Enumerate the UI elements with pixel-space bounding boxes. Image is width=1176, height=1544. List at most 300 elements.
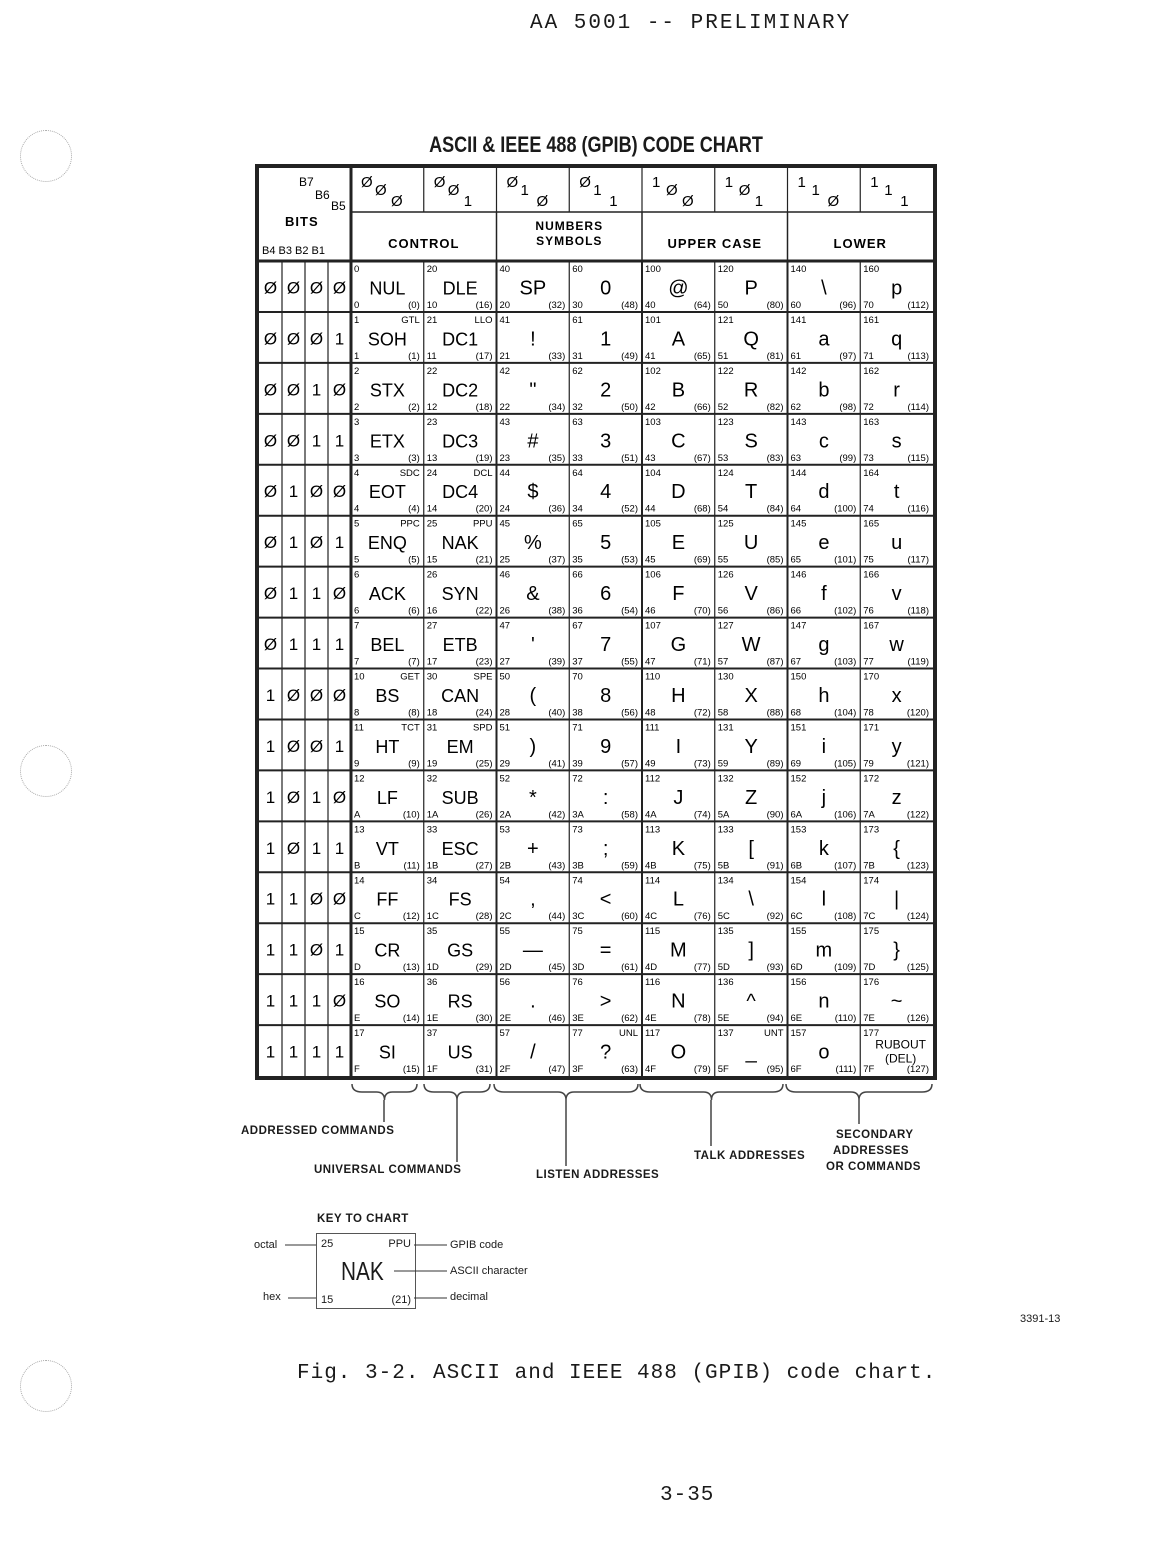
cell-hex: 4E [645,1013,657,1025]
cell-decimal: (89) [766,758,784,770]
row-bits-label: B4 B3 B2 B1 [262,245,325,257]
cell-decimal: (62) [621,1013,638,1025]
cell-hex: 71 [863,350,874,362]
row-bit: 1 [288,584,299,604]
cell-octal: 151 [790,722,807,734]
cell-character: NAK [441,533,479,554]
cell-character: # [527,430,539,453]
cell-hex: 43 [645,452,656,464]
cell-character: k [818,837,829,860]
cell-character: { [893,837,900,860]
cell-hex: 7E [863,1013,875,1025]
cell-character: d [818,481,830,504]
cell-character: g [818,634,830,657]
col-bit-b6: Ø [375,182,387,199]
cell-decimal: (124) [906,911,929,923]
cell-decimal: (96) [839,299,857,311]
key-title: KEY TO CHART [317,1213,409,1225]
cell-decimal: (72) [693,707,711,719]
row-bit: 1 [311,431,322,451]
cell-octal: 66 [572,569,583,581]
cell-hex: 14 [426,503,438,515]
group-header-numbers-line2: SYMBOLS [536,234,603,248]
cell-hex: 68 [790,707,802,719]
cell-character: 2 [600,379,612,402]
row-bit: 1 [288,889,299,909]
cell-decimal: (117) [907,554,929,566]
cell-octal: 5 [354,518,360,530]
row-bit: Ø [263,533,278,553]
cell-decimal: (21) [475,554,493,566]
cell-decimal: (51) [621,452,638,464]
row-bit: 1 [334,1042,345,1062]
cell-octal: 15 [354,926,365,938]
cell-hex: 28 [499,707,511,719]
cell-octal: 152 [790,773,807,785]
cell-decimal: (49) [621,350,638,362]
cell-octal: 167 [863,620,880,632]
cell-hex: 47 [645,656,656,668]
row-bit: 1 [265,787,276,807]
cell-hex: 5C [717,911,730,923]
row-bit: 1 [265,1042,276,1062]
cell-decimal: (88) [766,707,784,719]
row-bit: 1 [311,1042,322,1062]
cell-octal: 74 [572,875,583,887]
cell-character: \ [821,277,827,300]
figure-caption: Fig. 3-2. ASCII and IEEE 488 (GPIB) code chart. [297,1362,937,1385]
cell-decimal: (71) [693,656,711,668]
cell-decimal: (94) [766,1013,784,1025]
cell-octal: 14 [354,875,365,887]
cell-octal: 62 [572,365,583,377]
cell-decimal: (113) [907,350,929,362]
cell-character: y [891,735,902,758]
cell-octal: 133 [717,824,734,836]
cell-octal: 40 [499,264,511,275]
col-bit-b5: 1 [900,193,909,210]
cell-octal: 157 [790,1028,807,1040]
cell-hex: 50 [717,299,729,311]
cell-decimal: (38) [548,605,566,617]
cell-octal: 161 [863,314,880,326]
cell-octal: 144 [790,467,807,479]
cell-decimal: (122) [906,809,929,821]
cell-character: X [744,684,758,707]
cell-hex: 2C [499,911,512,923]
cell-octal: 126 [717,569,734,581]
cell-decimal: (20) [475,503,493,515]
cell-decimal: (91) [766,860,784,872]
cell-decimal: (28) [475,911,493,923]
cell-character: DLE [442,278,478,299]
cell-octal: 11 [354,722,364,734]
cell-hex: 15 [426,554,438,566]
cell-decimal: (44) [548,911,566,923]
row-bit: Ø [263,584,278,604]
col-bit-b7: Ø [579,174,591,191]
cell-decimal: (40) [548,707,566,719]
key-gpib: PPU [388,1238,411,1250]
cell-character: A [671,328,686,351]
cell-character: } [893,939,900,962]
cell-octal: 125 [717,518,734,530]
cell-hex: 57 [717,656,729,668]
cell-hex: 1E [426,1013,439,1025]
cell-decimal: (43) [548,860,566,872]
cell-character: SP [519,277,547,300]
cell-hex: 18 [426,707,438,719]
cell-hex: 66 [790,605,802,617]
cell-hex: 6A [790,809,803,821]
row-bit: Ø [332,584,347,604]
cell-octal: 35 [426,926,438,938]
cell-octal: 63 [572,416,583,428]
cell-hex: 0 [354,299,360,311]
cell-hex: 36 [572,605,583,617]
cell-character: VT [375,838,399,859]
cell-octal: 33 [426,824,438,836]
cell-octal: 64 [572,467,583,479]
row-bit: 1 [311,991,322,1011]
cell-hex: E [354,1013,361,1025]
cell-character: LF [376,787,398,808]
cell-character: ACK [368,584,406,605]
col-bit-b5: Ø [682,193,694,210]
cell-octal: 111 [645,722,660,734]
cell-hex: 6F [790,1064,802,1075]
cell-hex: 5F [717,1064,729,1075]
cell-hex: 5E [717,1013,730,1025]
cell-character: p [891,277,903,300]
cell-octal: 121 [717,314,734,326]
code-chart [255,164,937,1080]
cell-octal: 131 [717,722,734,734]
cell-character: DC3 [442,431,479,452]
cell-octal: 30 [426,671,438,683]
cell-octal: 37 [426,1028,438,1040]
cell-hex: 1C [426,911,439,923]
cell-hex: 19 [426,758,438,770]
cell-character: * [528,786,537,809]
cell-hex: 2D [499,962,512,974]
cell-decimal: (90) [766,809,784,821]
cell-decimal: (101) [834,554,857,566]
cell-decimal: (25) [475,758,493,770]
row-bit: 1 [334,329,345,349]
cell-decimal: (14) [402,1013,420,1025]
cell-hex: 7C [863,911,876,923]
row-bit: 1 [334,838,345,858]
cell-hex: 59 [717,758,729,770]
cell-hex: 7A [863,809,875,821]
cell-hex: 8 [354,707,360,719]
cell-character: ESC [441,838,479,859]
row-bit: 1 [311,584,322,604]
cell-decimal: (60) [621,911,638,923]
cell-octal: 103 [645,416,661,428]
cell-hex: 27 [499,656,511,668]
cell-decimal: (42) [548,809,566,821]
row-bit: 1 [288,1042,299,1062]
cell-hex: 2 [354,401,360,413]
cell-hex: 7B [863,860,875,872]
cell-decimal: (1) [408,350,420,362]
cell-character: Y [744,735,758,758]
row-bit: Ø [263,482,278,502]
cell-decimal: (2) [408,401,420,413]
cell-octal: 154 [790,875,807,887]
cell-octal: 115 [645,926,661,938]
cell-decimal: (33) [548,350,566,362]
cell-octal: 55 [499,926,511,938]
cell-hex: 7 [354,656,360,668]
cell-character: BEL [370,635,405,656]
cell-decimal: (36) [548,503,566,515]
cell-character: o [818,1041,830,1064]
cell-octal: 42 [499,365,511,377]
cell-character: BS [375,685,400,706]
cell-decimal: (64) [693,299,711,311]
cell-hex: C [354,911,361,923]
cell-decimal: (37) [548,554,566,566]
cell-character: + [527,837,539,860]
cell-character-line2: (DEL) [884,1051,917,1066]
cell-hex: 4 [354,503,360,515]
cell-decimal: (3) [408,452,420,464]
cell-character: SOH [367,329,407,350]
cell-octal: 141 [790,314,807,326]
cell-character: 5 [600,532,612,555]
cell-decimal: (7) [408,656,420,668]
cell-character: P [744,277,758,300]
cell-hex: 46 [645,605,656,617]
cell-decimal: (80) [766,299,784,311]
cell-octal: 54 [499,875,511,887]
row-bit: Ø [263,329,278,349]
cell-character: E [671,532,686,555]
row-bit: Ø [263,278,278,298]
cell-decimal: (70) [693,605,711,617]
key-dec: (21) [391,1294,411,1306]
cell-character: [ [748,837,754,860]
figure-reference: 3391-13 [1020,1313,1061,1325]
cell-octal: 122 [717,365,734,377]
cell-decimal: (65) [693,350,711,362]
row-bit: 1 [265,991,276,1011]
group-header-upper-case: UPPER CASE [667,236,763,251]
cell-character: m [815,939,833,962]
cell-decimal: (55) [621,656,638,668]
cell-octal: 174 [863,875,880,887]
cell-character: 9 [600,735,612,758]
cell-decimal: (114) [907,401,929,413]
cell-hex: D [354,962,361,974]
cell-hex: 3A [572,809,584,821]
cell-octal: 112 [645,773,661,785]
universal-commands-label: UNIVERSAL COMMANDS [314,1164,462,1176]
cell-decimal: (48) [621,299,638,311]
cell-octal: 60 [572,264,583,275]
cell-octal: 34 [426,875,438,887]
cell-hex: 6C [790,911,803,923]
cell-octal: 173 [863,824,880,836]
cell-hex: 25 [499,554,511,566]
row-bit: Ø [286,787,301,807]
cell-character: SI [378,1042,396,1063]
cell-character: u [891,532,903,555]
cell-hex: 17 [426,656,438,668]
cell-octal: 104 [645,467,661,479]
cell-octal: 26 [426,569,438,581]
cell-hex: 3C [572,911,585,923]
key-hex-label: hex [263,1291,281,1303]
cell-character: F [672,583,685,606]
cell-hex: 3B [572,860,584,872]
bits-b5: B5 [331,199,346,213]
cell-hex: 11 [426,350,437,362]
cell-hex: 72 [863,401,874,413]
cell-hex: 30 [572,299,583,311]
cell-character: DC4 [442,482,479,503]
cell-decimal: (18) [475,401,493,413]
cell-hex: 58 [717,707,729,719]
group-header-control: CONTROL [388,236,460,251]
cell-character: ^ [746,990,756,1013]
group-header-numbers: NUMBERS [535,219,604,233]
bits-label: BITS [285,214,319,229]
cell-character: DC2 [442,380,479,401]
bits-b7: B7 [299,175,314,189]
cell-character: c [818,430,829,453]
cell-character: GS [447,940,474,961]
secondary-label-3: OR COMMANDS [826,1161,921,1173]
cell-decimal: (30) [475,1013,493,1025]
row-bit: Ø [286,278,301,298]
cell-character: EM [446,736,474,757]
cell-gpib-code: GET [400,671,420,683]
cell-hex: 48 [645,707,656,719]
cell-hex: 76 [863,605,874,617]
cell-hex: 5B [717,860,730,872]
cell-character: _ [745,1041,757,1064]
brace-universal [424,1084,490,1100]
cell-character: DC1 [442,329,479,350]
cell-octal: 44 [499,467,511,479]
cell-octal: 6 [354,569,360,581]
cell-character: 1 [600,328,612,351]
cell-octal: 166 [863,569,880,581]
cell-character: ! [530,328,536,351]
cell-octal: 47 [499,620,511,632]
cell-decimal: (8) [408,707,420,719]
cell-character: NUL [369,278,406,299]
cell-decimal: (127) [906,1064,929,1075]
cell-character: J [673,786,684,809]
cell-character: ' [530,634,535,657]
cell-hex: A [354,809,361,821]
cell-character: / [530,1041,536,1064]
cell-character: f [821,583,827,606]
cell-hex: 26 [499,605,511,617]
cell-character: HT [375,736,400,757]
row-bit: Ø [332,889,347,909]
cell-octal: 156 [790,977,807,989]
row-bit: Ø [286,380,301,400]
row-bit: Ø [286,431,301,451]
col-bit-b7: Ø [361,174,373,191]
cell-hex: 35 [572,554,583,566]
cell-decimal: (108) [834,911,857,923]
chart-title: ASCII & IEEE 488 (GPIB) CODE CHART [429,132,763,157]
cell-character: % [523,532,542,555]
cell-gpib-code: PPC [400,518,420,530]
row-bit: Ø [332,482,347,502]
cell-decimal: (95) [766,1064,784,1075]
cell-octal: 70 [572,671,583,683]
cell-octal: 0 [354,264,360,275]
cell-gpib-code: SDC [399,467,420,479]
cell-decimal: (15) [402,1064,420,1075]
cell-octal: 153 [790,824,807,836]
cell-decimal: (125) [906,962,929,974]
row-bit: 1 [311,838,322,858]
row-bit: 1 [334,940,345,960]
cell-octal: 72 [572,773,583,785]
cell-decimal: (77) [693,962,711,974]
cell-character: ] [748,939,754,962]
cell-hex: 13 [426,452,438,464]
cell-gpib-code: DCL [473,467,493,479]
col-bit-b6: Ø [666,182,678,199]
cell-character: " [529,379,537,402]
cell-octal: 105 [645,518,661,530]
cell-decimal: (53) [621,554,638,566]
cell-octal: 171 [863,722,880,734]
cell-octal: 73 [572,824,583,836]
cell-character: ~ [890,990,903,1013]
cell-hex: 24 [499,503,511,515]
row-bit: Ø [309,940,324,960]
cell-character: = [599,939,612,962]
col-bit-b6: Ø [447,182,460,199]
cell-character: : [602,786,609,809]
cell-decimal: (58) [621,809,638,821]
cell-hex: 54 [717,503,729,515]
cell-octal: 107 [645,620,661,632]
cell-hex: 49 [645,758,656,770]
row-bit: Ø [263,380,278,400]
cell-octal: 172 [863,773,880,785]
cell-octal: 155 [790,926,807,938]
cell-character: @ [668,277,689,300]
cell-octal: 102 [645,365,661,377]
cell-octal: 65 [572,518,583,530]
cell-decimal: (69) [693,554,711,566]
cell-decimal: (99) [839,452,857,464]
cell-octal: 75 [572,926,583,938]
cell-hex: 1A [426,809,439,821]
cell-character: U [743,532,759,555]
group-header-lower: LOWER [833,236,887,251]
cell-decimal: (82) [766,401,784,413]
cell-octal: 53 [499,824,511,836]
row-bit: Ø [309,736,324,756]
row-bit: 1 [288,533,299,553]
cell-octal: 135 [717,926,734,938]
row-bit: Ø [263,431,278,451]
row-bit: Ø [286,736,301,756]
